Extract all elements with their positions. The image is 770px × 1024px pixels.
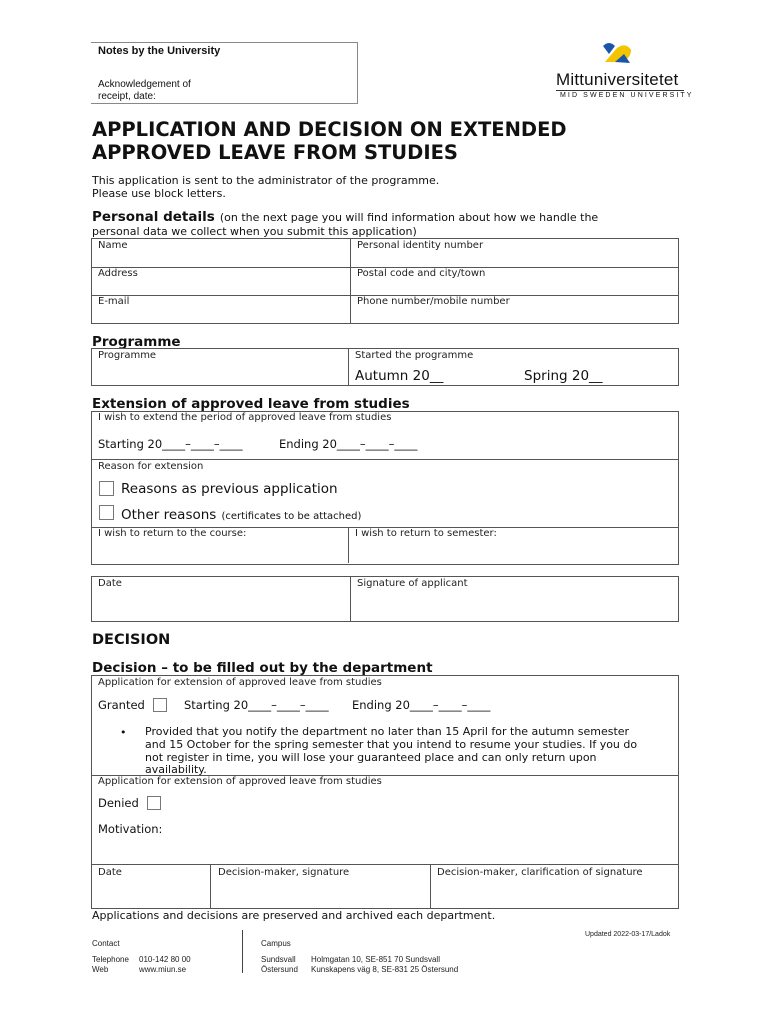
footer-telephone-label: Telephone: [92, 955, 129, 964]
condition-line-2: and 15 October for the spring semester that you intend to resume your studies. If you do: [145, 737, 638, 751]
granted-start-field[interactable]: Starting 20____–____–____: [184, 698, 329, 712]
footer-web-label: Web: [92, 965, 109, 974]
personal-note-1: (on the next page you will find information about how we handle the: [219, 211, 599, 224]
intro-text: [92, 174, 439, 200]
spring-field[interactable]: Spring 20__: [524, 368, 603, 384]
footer-web-link[interactable]: www.miun.se: [139, 965, 187, 974]
address-field[interactable]: Address: [98, 268, 138, 279]
reason-label: Reason for extension: [98, 461, 204, 472]
extension-start-field[interactable]: Starting 20____–____–____: [98, 437, 243, 451]
programme-heading: Programme: [92, 334, 181, 350]
extension-row-line-1: [91, 459, 679, 460]
autumn-field[interactable]: Autumn 20__: [355, 368, 444, 384]
decision-conditions: [145, 726, 637, 777]
decision-maker-clarification-field[interactable]: Decision-maker, clarification of signature: [437, 867, 643, 878]
granted-end-field[interactable]: Ending 20____–____–____: [352, 698, 491, 712]
footer-campus-label: Campus: [261, 939, 291, 948]
decision-sub-heading: Decision – to be filled out by the department: [92, 660, 433, 676]
decision-maker-signature-field[interactable]: Decision-maker, signature: [218, 867, 350, 878]
reason-other-label: Other reasons: [121, 507, 217, 523]
logo-name: Mittuniversitetet: [556, 70, 679, 89]
notes-title: Notes by the University: [98, 45, 221, 57]
decision-row-line-2: [91, 864, 679, 865]
started-programme-label: Started the programme: [355, 350, 474, 361]
footer-divider: [242, 930, 243, 973]
footer-city-1: Sundsvall: [261, 955, 296, 964]
decision-app-label-2: Application for extension of approved leave from studies: [98, 776, 382, 787]
extension-heading: Extension of approved leave from studies: [92, 396, 410, 412]
decision-heading: DECISION: [92, 632, 171, 648]
signature-divider: [350, 576, 351, 622]
personal-divider: [350, 238, 351, 324]
pin-field[interactable]: Personal identity number: [357, 240, 484, 251]
logo-rule: [556, 90, 684, 91]
footer-telephone: 010-142 80 00: [139, 955, 191, 964]
reason-other: [121, 504, 361, 523]
reason-previous-label: Reasons as previous application: [121, 481, 338, 497]
denied-label: Denied: [98, 796, 139, 810]
ack-receipt-field[interactable]: Acknowledgement of receipt, date:: [98, 79, 191, 102]
condition-line-1: Provided that you notify the department no later than 15 April for the autumn semester: [145, 725, 630, 738]
reason-previous-checkbox[interactable]: [99, 481, 114, 496]
extension-end-field[interactable]: Ending 20____–____–____: [279, 437, 418, 451]
reason-other-note: (certificates to be attached): [221, 511, 362, 522]
decision-divider-1: [210, 864, 211, 909]
title-line-2: APPROVED LEAVE FROM STUDIES: [92, 141, 458, 164]
condition-line-4: availability.: [145, 763, 207, 777]
footer-city-2: Östersund: [261, 965, 298, 974]
footer-address-2: Kunskapens väg 8, SE-831 25 Östersund: [311, 965, 459, 974]
applicant-signature-field[interactable]: Signature of applicant: [357, 578, 468, 589]
archive-note: Applications and decisions are preserved and archived each department.: [92, 909, 496, 922]
email-field[interactable]: E-mail: [98, 296, 130, 307]
page-title: [92, 118, 567, 164]
title-line-1: APPLICATION AND DECISION ON EXTENDED: [92, 118, 567, 141]
intro-line-2: Please use block letters.: [92, 187, 226, 200]
updated-note: Updated 2022-03-17/Ladok: [585, 931, 671, 938]
motivation-field[interactable]: Motivation:: [98, 822, 163, 836]
granted-label: Granted: [98, 698, 145, 712]
return-semester-field[interactable]: I wish to return to semester:: [355, 528, 497, 539]
name-field[interactable]: Name: [98, 240, 128, 251]
decision-app-label: Application for extension of approved leave from studies: [98, 677, 382, 688]
return-divider: [348, 527, 349, 563]
university-logo-icon: [600, 40, 634, 70]
decision-date-field[interactable]: Date: [98, 867, 122, 878]
personal-heading: [92, 209, 598, 225]
programme-divider: [348, 348, 349, 386]
denied-checkbox[interactable]: [147, 796, 161, 810]
bullet-icon: •: [120, 726, 127, 739]
granted-checkbox[interactable]: [153, 698, 167, 712]
personal-heading-text: Personal details: [92, 209, 215, 225]
footer-contact-label: Contact: [92, 939, 120, 948]
extend-wish-label: I wish to extend the period of approved leave from studies: [98, 412, 392, 423]
personal-note-2: personal data we collect when you submit this application): [92, 225, 417, 238]
condition-line-3: not register in time, you will lose your guaranteed place and can only return upon: [145, 750, 597, 764]
intro-line-1: This application is sent to the administrator of the programme.: [92, 174, 440, 187]
applicant-date-field[interactable]: Date: [98, 578, 122, 589]
footer-address-1: Holmgatan 10, SE-851 70 Sundsvall: [311, 955, 440, 964]
postal-field[interactable]: Postal code and city/town: [357, 268, 486, 279]
phone-field[interactable]: Phone number/mobile number: [357, 296, 510, 307]
return-course-field[interactable]: I wish to return to the course:: [98, 528, 247, 539]
reason-other-checkbox[interactable]: [99, 505, 114, 520]
decision-divider-2: [430, 864, 431, 909]
logo-subtitle: MID SWEDEN UNIVERSITY: [560, 92, 694, 99]
programme-field[interactable]: Programme: [98, 350, 157, 361]
